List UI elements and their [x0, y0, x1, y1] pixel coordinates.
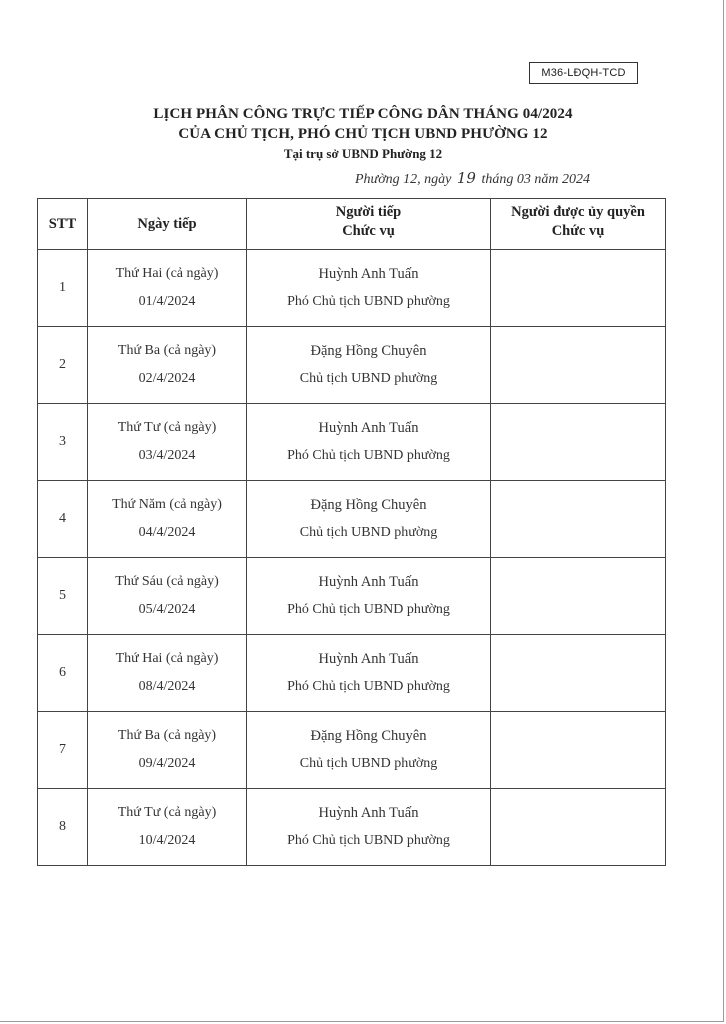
row-receiver-name: Huỳnh Anh Tuấn [318, 651, 419, 667]
row-receiver-name: Huỳnh Anh Tuấn [318, 266, 419, 282]
row-stt: 2 [38, 327, 88, 404]
row-day-cell [88, 327, 247, 404]
schedule-table [37, 198, 666, 866]
header-authorized-label: Người được ủy quyền [511, 204, 645, 220]
row-date: 01/4/2024 [138, 294, 196, 309]
row-date: 10/4/2024 [138, 833, 196, 848]
header-receiver [247, 199, 491, 250]
row-authorized-cell [491, 712, 666, 789]
row-weekday: Thứ Tư (cả ngày) [117, 805, 217, 820]
row-receiver-cell [247, 404, 491, 481]
table-row [38, 481, 666, 558]
row-stt: 8 [38, 789, 88, 866]
row-authorized-cell [491, 558, 666, 635]
row-stt: 4 [38, 481, 88, 558]
date-line [355, 169, 590, 188]
row-receiver-cell [247, 558, 491, 635]
row-authorized-cell [491, 789, 666, 866]
row-receiver-cell [247, 250, 491, 327]
row-date: 09/4/2024 [138, 756, 196, 771]
document-location: Tại trụ sở UBND Phường 12 [283, 146, 443, 161]
row-authorized-cell [491, 635, 666, 712]
row-date: 04/4/2024 [138, 525, 196, 540]
row-receiver-cell [247, 712, 491, 789]
row-day-cell [88, 789, 247, 866]
row-authorized-cell [491, 481, 666, 558]
row-day-cell [88, 712, 247, 789]
header-receiver-position: Chức vụ [342, 223, 395, 239]
row-weekday: Thứ Hai (cả ngày) [115, 266, 219, 281]
row-date: 05/4/2024 [138, 602, 196, 617]
row-receiver-cell [247, 789, 491, 866]
row-receiver-position: Phó Chủ tịch UBND phường [287, 679, 450, 694]
form-code-box: M36-LĐQH-TCD [529, 62, 638, 84]
row-day-cell [88, 404, 247, 481]
row-stt: 5 [38, 558, 88, 635]
row-receiver-name: Huỳnh Anh Tuấn [318, 805, 419, 821]
row-stt: 3 [38, 404, 88, 481]
row-receiver-name: Đặng Hồng Chuyên [310, 728, 427, 744]
row-receiver-position: Chủ tịch UBND phường [299, 371, 438, 386]
row-weekday: Thứ Tư (cả ngày) [117, 420, 217, 435]
row-receiver-position: Phó Chủ tịch UBND phường [287, 833, 450, 848]
header-authorized-position: Chức vụ [551, 223, 605, 239]
date-prefix: Phường 12, ngày [355, 172, 452, 187]
row-stt: 6 [38, 635, 88, 712]
row-receiver-name: Đặng Hồng Chuyên [310, 497, 427, 513]
header-authorized [491, 199, 666, 250]
row-day-cell [88, 558, 247, 635]
row-receiver-position: Phó Chủ tịch UBND phường [287, 294, 450, 309]
row-receiver-cell [247, 327, 491, 404]
table-row [38, 404, 666, 481]
row-weekday: Thứ Năm (cả ngày) [112, 497, 222, 512]
row-stt: 1 [38, 250, 88, 327]
table-header-row [38, 199, 666, 250]
row-receiver-name: Đặng Hồng Chuyên [310, 343, 427, 359]
row-authorized-cell [491, 327, 666, 404]
row-date: 02/4/2024 [138, 371, 196, 386]
row-receiver-position: Chủ tịch UBND phường [299, 525, 438, 540]
date-day-handwritten: 19 [456, 169, 476, 187]
row-receiver-cell [247, 481, 491, 558]
row-receiver-name: Huỳnh Anh Tuấn [318, 574, 419, 590]
document-subtitle: CỦA CHỦ TỊCH, PHÓ CHỦ TỊCH UBND PHƯỜNG 12 [178, 126, 548, 142]
table-row [38, 558, 666, 635]
row-authorized-cell [491, 404, 666, 481]
document-title: LỊCH PHÂN CÔNG TRỰC TIẾP CÔNG DÂN THÁNG 04/2024 [153, 106, 573, 122]
row-day-cell [88, 250, 247, 327]
row-weekday: Thứ Sáu (cả ngày) [115, 574, 219, 589]
row-receiver-name: Huỳnh Anh Tuấn [318, 420, 419, 436]
row-weekday: Thứ Ba (cả ngày) [117, 343, 217, 358]
table-row [38, 789, 666, 866]
table-row [38, 250, 666, 327]
row-stt: 7 [38, 712, 88, 789]
row-day-cell [88, 635, 247, 712]
row-day-cell [88, 481, 247, 558]
row-authorized-cell [491, 250, 666, 327]
header-stt: STT [38, 199, 88, 250]
row-receiver-position: Phó Chủ tịch UBND phường [287, 448, 450, 463]
header-receiver-label: Người tiếp [335, 204, 402, 220]
header-date: Ngày tiếp [88, 199, 247, 250]
table-row [38, 635, 666, 712]
row-date: 08/4/2024 [138, 679, 196, 694]
date-suffix: tháng 03 năm 2024 [481, 172, 590, 187]
table-row [38, 327, 666, 404]
row-receiver-position: Phó Chủ tịch UBND phường [287, 602, 450, 617]
row-weekday: Thứ Hai (cả ngày) [115, 651, 219, 666]
row-date: 03/4/2024 [138, 448, 196, 463]
table-row [38, 712, 666, 789]
row-receiver-position: Chủ tịch UBND phường [299, 756, 438, 771]
schedule-body [38, 250, 666, 866]
row-weekday: Thứ Ba (cả ngày) [117, 728, 217, 743]
row-receiver-cell [247, 635, 491, 712]
